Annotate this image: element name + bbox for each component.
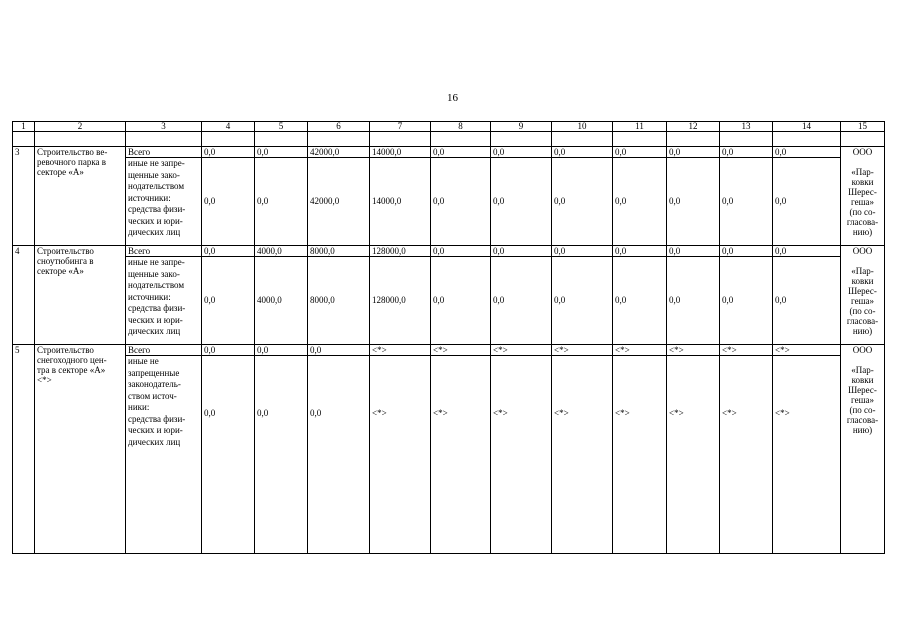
value-cell-total: 0,0 xyxy=(613,147,667,158)
source-total: Всего xyxy=(126,246,202,257)
header-cell: 1 xyxy=(13,122,35,132)
value-cell-other: 4000,0 xyxy=(255,257,308,345)
executor: ООО «Пар- ковки Шерес- геша» (по со- гласова- нию) xyxy=(841,246,885,345)
value-cell-other: 0,0 xyxy=(773,257,841,345)
value-cell-other: 0,0 xyxy=(613,257,667,345)
value-cell-other: 0,0 xyxy=(431,257,491,345)
value-cell-other: 0,0 xyxy=(491,257,552,345)
measure-name: Строительство снегоходного цен- тра в секторе «А» <*> xyxy=(35,345,126,554)
blank-cell xyxy=(613,132,667,147)
source-total: Всего xyxy=(126,147,202,158)
table-row-sub xyxy=(13,257,885,345)
blank-cell xyxy=(667,132,720,147)
value-cell-other: 0,0 xyxy=(255,356,308,554)
page-number: 16 xyxy=(447,92,458,104)
executor: ООО «Пар- ковки Шерес- геша» (по со- гласова- нию) xyxy=(841,147,885,246)
source-other: иные не запре- щенные зако- нодательством источники: средства физи- ческих и юри- дических лиц xyxy=(126,158,202,246)
value-cell-other: 0,0 xyxy=(202,257,255,345)
value-cell-other: 0,0 xyxy=(491,158,552,246)
blank-cell xyxy=(552,132,613,147)
table-row xyxy=(13,345,885,356)
header-cell: 8 xyxy=(431,122,491,132)
header-cell: 10 xyxy=(552,122,613,132)
value-cell-total: <*> xyxy=(720,345,773,356)
blank-cell xyxy=(720,132,773,147)
value-cell-total: <*> xyxy=(431,345,491,356)
blank-cell xyxy=(126,132,202,147)
source-other: иные не запре- щенные зако- нодательством источники: средства физи- ческих и юри- дических лиц xyxy=(126,257,202,345)
value-cell-other: 128000,0 xyxy=(370,257,431,345)
value-cell-total: 0,0 xyxy=(773,147,841,158)
row-number: 3 xyxy=(13,147,35,246)
value-cell-other: <*> xyxy=(552,356,613,554)
blank-cell xyxy=(255,132,308,147)
measure-name: Строительство ве- ревочного парка в секторе «А» xyxy=(35,147,126,246)
value-cell-other: <*> xyxy=(613,356,667,554)
value-cell-total: <*> xyxy=(370,345,431,356)
value-cell-other: 0,0 xyxy=(720,158,773,246)
header-cell: 11 xyxy=(613,122,667,132)
value-cell-other: <*> xyxy=(431,356,491,554)
row-number: 5 xyxy=(13,345,35,554)
value-cell-other: 0,0 xyxy=(667,257,720,345)
header-cell: 7 xyxy=(370,122,431,132)
value-cell-other: 0,0 xyxy=(773,158,841,246)
value-cell-total: 14000,0 xyxy=(370,147,431,158)
header-row xyxy=(13,122,885,132)
header-cell: 2 xyxy=(35,122,126,132)
value-cell-other: 0,0 xyxy=(308,356,370,554)
value-cell-total: 0,0 xyxy=(491,246,552,257)
measure-name: Строительство сноутюбинга в секторе «А» xyxy=(35,246,126,345)
value-cell-total: 0,0 xyxy=(202,147,255,158)
value-cell-total: 42000,0 xyxy=(308,147,370,158)
header-cell: 4 xyxy=(202,122,255,132)
executor: ООО «Пар- ковки Шерес- геша» (по со- гласова- нию) xyxy=(841,345,885,554)
blank-cell xyxy=(35,132,126,147)
value-cell-total: 0,0 xyxy=(720,147,773,158)
blank-cell xyxy=(370,132,431,147)
value-cell-other: 14000,0 xyxy=(370,158,431,246)
value-cell-total: 8000,0 xyxy=(308,246,370,257)
value-cell-total: <*> xyxy=(667,345,720,356)
blank-cell xyxy=(841,132,885,147)
table-row-sub xyxy=(13,356,885,554)
data-table xyxy=(12,121,885,554)
value-cell-other: 0,0 xyxy=(202,158,255,246)
value-cell-other: 42000,0 xyxy=(308,158,370,246)
value-cell-other: 0,0 xyxy=(720,257,773,345)
blank-row xyxy=(13,132,885,147)
value-cell-total: 0,0 xyxy=(552,147,613,158)
value-cell-total: 0,0 xyxy=(720,246,773,257)
value-cell-total: <*> xyxy=(552,345,613,356)
table-row xyxy=(13,147,885,158)
value-cell-total: 0,0 xyxy=(773,246,841,257)
value-cell-total: 0,0 xyxy=(308,345,370,356)
header-cell: 15 xyxy=(841,122,885,132)
table-row-sub xyxy=(13,158,885,246)
value-cell-total: 0,0 xyxy=(202,345,255,356)
value-cell-total: 0,0 xyxy=(491,147,552,158)
table-row xyxy=(13,246,885,257)
row-number: 4 xyxy=(13,246,35,345)
header-cell: 3 xyxy=(126,122,202,132)
source-other: иные не запрещенные законодатель- ством источ- ники: средства физи- ческих и юри- дических лиц xyxy=(126,356,202,554)
value-cell-other: <*> xyxy=(370,356,431,554)
header-cell: 6 xyxy=(308,122,370,132)
value-cell-other: 0,0 xyxy=(255,158,308,246)
value-cell-other: 0,0 xyxy=(552,158,613,246)
value-cell-total: <*> xyxy=(491,345,552,356)
value-cell-other: 0,0 xyxy=(552,257,613,345)
value-cell-total: 128000,0 xyxy=(370,246,431,257)
value-cell-total: 4000,0 xyxy=(255,246,308,257)
header-cell: 14 xyxy=(773,122,841,132)
value-cell-total: 0,0 xyxy=(667,246,720,257)
value-cell-other: <*> xyxy=(491,356,552,554)
value-cell-total: 0,0 xyxy=(552,246,613,257)
blank-cell xyxy=(13,132,35,147)
value-cell-other: <*> xyxy=(667,356,720,554)
blank-cell xyxy=(202,132,255,147)
value-cell-total: 0,0 xyxy=(202,246,255,257)
blank-cell xyxy=(308,132,370,147)
header-cell: 12 xyxy=(667,122,720,132)
value-cell-total: <*> xyxy=(773,345,841,356)
value-cell-other: 0,0 xyxy=(202,356,255,554)
value-cell-total: <*> xyxy=(613,345,667,356)
value-cell-other: <*> xyxy=(720,356,773,554)
value-cell-other: <*> xyxy=(773,356,841,554)
blank-cell xyxy=(431,132,491,147)
value-cell-total: 0,0 xyxy=(613,246,667,257)
value-cell-other: 0,0 xyxy=(613,158,667,246)
header-cell: 9 xyxy=(491,122,552,132)
value-cell-total: 0,0 xyxy=(255,345,308,356)
header-cell: 13 xyxy=(720,122,773,132)
value-cell-other: 0,0 xyxy=(667,158,720,246)
value-cell-other: 0,0 xyxy=(431,158,491,246)
value-cell-total: 0,0 xyxy=(667,147,720,158)
blank-cell xyxy=(491,132,552,147)
value-cell-total: 0,0 xyxy=(431,246,491,257)
value-cell-total: 0,0 xyxy=(255,147,308,158)
header-cell: 5 xyxy=(255,122,308,132)
source-total: Всего xyxy=(126,345,202,356)
value-cell-other: 8000,0 xyxy=(308,257,370,345)
blank-cell xyxy=(773,132,841,147)
value-cell-total: 0,0 xyxy=(431,147,491,158)
